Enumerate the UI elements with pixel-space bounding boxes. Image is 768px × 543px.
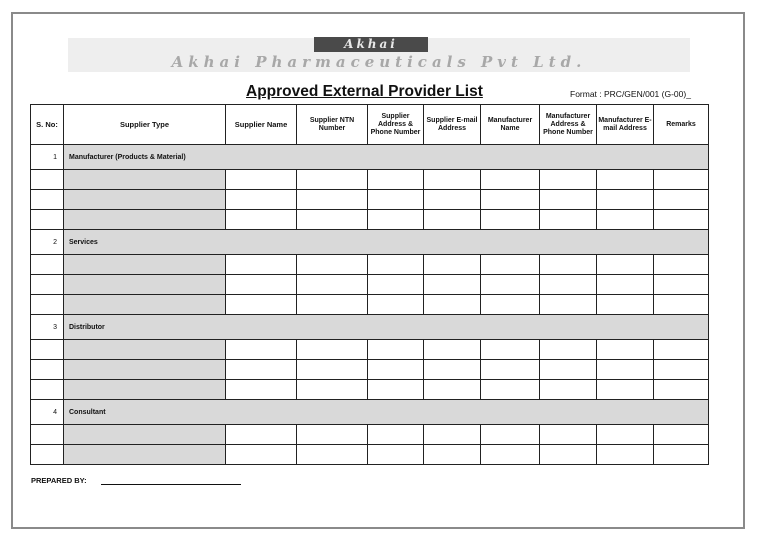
entry-cell[interactable] bbox=[297, 340, 368, 360]
entry-cell[interactable] bbox=[481, 255, 540, 275]
entry-cell[interactable] bbox=[654, 210, 709, 230]
entry-cell[interactable] bbox=[368, 275, 424, 295]
entry-cell[interactable] bbox=[368, 295, 424, 315]
provider-table bbox=[30, 104, 709, 465]
entry-cell[interactable] bbox=[597, 255, 654, 275]
entry-cell[interactable] bbox=[226, 340, 297, 360]
entry-cell[interactable] bbox=[424, 170, 481, 190]
entry-cell[interactable] bbox=[424, 445, 481, 465]
entry-cell[interactable] bbox=[424, 255, 481, 275]
format-code: Format : PRC/GEN/001 (G-00)_ bbox=[570, 89, 691, 99]
entry-cell[interactable] bbox=[597, 445, 654, 465]
entry-cell[interactable] bbox=[597, 170, 654, 190]
entry-cell[interactable] bbox=[424, 340, 481, 360]
entry-cell[interactable] bbox=[654, 380, 709, 400]
entry-cell[interactable] bbox=[297, 360, 368, 380]
entry-cell[interactable] bbox=[540, 210, 597, 230]
entry-cell[interactable] bbox=[226, 190, 297, 210]
entry-cell[interactable] bbox=[226, 170, 297, 190]
prepared-by-signature-line bbox=[101, 484, 241, 485]
entry-cell[interactable] bbox=[597, 425, 654, 445]
entry-cell[interactable] bbox=[297, 425, 368, 445]
entry-cell[interactable] bbox=[297, 445, 368, 465]
entry-cell[interactable] bbox=[64, 255, 226, 275]
entry-cell[interactable] bbox=[31, 295, 64, 315]
entry-cell[interactable] bbox=[597, 340, 654, 360]
col-header-remarks: Remarks bbox=[654, 105, 709, 145]
entry-cell[interactable] bbox=[297, 210, 368, 230]
blank-entry-row bbox=[31, 360, 709, 380]
entry-cell[interactable] bbox=[297, 275, 368, 295]
entry-cell[interactable] bbox=[654, 190, 709, 210]
entry-cell[interactable] bbox=[597, 360, 654, 380]
entry-cell[interactable] bbox=[654, 360, 709, 380]
section-row bbox=[31, 315, 709, 340]
entry-cell[interactable] bbox=[226, 210, 297, 230]
col-header-supplier-type: Supplier Type bbox=[64, 105, 226, 145]
entry-cell[interactable] bbox=[540, 295, 597, 315]
entry-cell[interactable] bbox=[597, 295, 654, 315]
entry-cell[interactable] bbox=[368, 360, 424, 380]
col-header-supplier-email: Supplier E-mail Address bbox=[424, 105, 481, 145]
entry-cell[interactable] bbox=[226, 295, 297, 315]
entry-cell[interactable] bbox=[64, 275, 226, 295]
entry-cell[interactable] bbox=[297, 170, 368, 190]
entry-cell[interactable] bbox=[481, 360, 540, 380]
entry-cell[interactable] bbox=[31, 210, 64, 230]
blank-entry-row bbox=[31, 275, 709, 295]
blank-entry-row bbox=[31, 425, 709, 445]
entry-cell[interactable] bbox=[654, 445, 709, 465]
section-number: 2 bbox=[31, 230, 64, 255]
document-title: Approved External Provider List bbox=[246, 83, 483, 100]
entry-cell[interactable] bbox=[368, 445, 424, 465]
entry-cell[interactable] bbox=[540, 360, 597, 380]
entry-cell[interactable] bbox=[297, 380, 368, 400]
section-label: Distributor bbox=[64, 315, 709, 340]
entry-cell[interactable] bbox=[368, 170, 424, 190]
entry-cell[interactable] bbox=[597, 190, 654, 210]
prepared-by-label: PREPARED BY: bbox=[31, 476, 87, 485]
entry-cell[interactable] bbox=[654, 295, 709, 315]
entry-cell[interactable] bbox=[64, 445, 226, 465]
entry-cell[interactable] bbox=[424, 425, 481, 445]
entry-cell[interactable] bbox=[297, 295, 368, 315]
blank-entry-row bbox=[31, 190, 709, 210]
entry-cell[interactable] bbox=[31, 275, 64, 295]
entry-cell[interactable] bbox=[481, 275, 540, 295]
entry-cell[interactable] bbox=[654, 275, 709, 295]
blank-entry-row bbox=[31, 445, 709, 465]
entry-cell[interactable] bbox=[654, 170, 709, 190]
entry-cell[interactable] bbox=[368, 255, 424, 275]
entry-cell[interactable] bbox=[654, 340, 709, 360]
section-number: 4 bbox=[31, 400, 64, 425]
entry-cell[interactable] bbox=[540, 340, 597, 360]
company-logo-badge: Akhai bbox=[314, 37, 428, 52]
section-label: Services bbox=[64, 230, 709, 255]
entry-cell[interactable] bbox=[597, 275, 654, 295]
entry-cell[interactable] bbox=[368, 340, 424, 360]
table-body bbox=[31, 145, 709, 465]
entry-cell[interactable] bbox=[424, 295, 481, 315]
entry-cell[interactable] bbox=[540, 170, 597, 190]
entry-cell[interactable] bbox=[540, 380, 597, 400]
col-header-supplier-name: Supplier Name bbox=[226, 105, 297, 145]
section-number: 1 bbox=[31, 145, 64, 170]
company-name: Akhai Pharmaceuticals Pvt Ltd. bbox=[171, 53, 587, 71]
table-header-row bbox=[31, 105, 709, 145]
entry-cell[interactable] bbox=[654, 255, 709, 275]
entry-cell[interactable] bbox=[424, 360, 481, 380]
entry-cell[interactable] bbox=[64, 190, 226, 210]
blank-entry-row bbox=[31, 255, 709, 275]
entry-cell[interactable] bbox=[297, 190, 368, 210]
blank-entry-row bbox=[31, 210, 709, 230]
entry-cell[interactable] bbox=[226, 445, 297, 465]
blank-entry-row bbox=[31, 380, 709, 400]
entry-cell[interactable] bbox=[31, 380, 64, 400]
section-row bbox=[31, 230, 709, 255]
entry-cell[interactable] bbox=[540, 275, 597, 295]
entry-cell[interactable] bbox=[654, 425, 709, 445]
entry-cell[interactable] bbox=[226, 360, 297, 380]
entry-cell[interactable] bbox=[481, 380, 540, 400]
entry-cell[interactable] bbox=[424, 380, 481, 400]
entry-cell[interactable] bbox=[226, 425, 297, 445]
entry-cell[interactable] bbox=[297, 255, 368, 275]
entry-cell[interactable] bbox=[368, 425, 424, 445]
entry-cell[interactable] bbox=[64, 295, 226, 315]
col-header-manufacturer-name: Manufacturer Name bbox=[481, 105, 540, 145]
entry-cell[interactable] bbox=[226, 275, 297, 295]
entry-cell[interactable] bbox=[64, 340, 226, 360]
entry-cell[interactable] bbox=[31, 190, 64, 210]
entry-cell[interactable] bbox=[226, 380, 297, 400]
section-label: Consultant bbox=[64, 400, 709, 425]
entry-cell[interactable] bbox=[226, 255, 297, 275]
entry-cell[interactable] bbox=[368, 210, 424, 230]
blank-entry-row bbox=[31, 340, 709, 360]
entry-cell[interactable] bbox=[31, 340, 64, 360]
entry-cell[interactable] bbox=[540, 445, 597, 465]
entry-cell[interactable] bbox=[64, 360, 226, 380]
entry-cell[interactable] bbox=[481, 190, 540, 210]
blank-entry-row bbox=[31, 295, 709, 315]
col-header-sno: S. No: bbox=[31, 105, 64, 145]
entry-cell[interactable] bbox=[31, 445, 64, 465]
entry-cell[interactable] bbox=[481, 425, 540, 445]
entry-cell[interactable] bbox=[368, 380, 424, 400]
col-header-manufacturer-address: Manufacturer Address & Phone Number bbox=[540, 105, 597, 145]
entry-cell[interactable] bbox=[481, 340, 540, 360]
entry-cell[interactable] bbox=[597, 380, 654, 400]
section-label: Manufacturer (Products & Material) bbox=[64, 145, 709, 170]
entry-cell[interactable] bbox=[424, 210, 481, 230]
entry-cell[interactable] bbox=[481, 210, 540, 230]
entry-cell[interactable] bbox=[540, 255, 597, 275]
entry-cell[interactable] bbox=[481, 295, 540, 315]
entry-cell[interactable] bbox=[540, 425, 597, 445]
section-row bbox=[31, 145, 709, 170]
entry-cell[interactable] bbox=[597, 210, 654, 230]
entry-cell[interactable] bbox=[368, 190, 424, 210]
entry-cell[interactable] bbox=[64, 170, 226, 190]
section-row bbox=[31, 400, 709, 425]
entry-cell[interactable] bbox=[481, 445, 540, 465]
entry-cell[interactable] bbox=[31, 255, 64, 275]
entry-cell[interactable] bbox=[64, 425, 226, 445]
entry-cell[interactable] bbox=[31, 360, 64, 380]
entry-cell[interactable] bbox=[424, 275, 481, 295]
col-header-manufacturer-email: Manufacturer E-mail Address bbox=[597, 105, 654, 145]
entry-cell[interactable] bbox=[31, 425, 64, 445]
col-header-supplier-address: Supplier Address & Phone Number bbox=[368, 105, 424, 145]
section-number: 3 bbox=[31, 315, 64, 340]
entry-cell[interactable] bbox=[424, 190, 481, 210]
entry-cell[interactable] bbox=[481, 170, 540, 190]
entry-cell[interactable] bbox=[31, 170, 64, 190]
col-header-supplier-ntn: Supplier NTN Number bbox=[297, 105, 368, 145]
blank-entry-row bbox=[31, 170, 709, 190]
entry-cell[interactable] bbox=[540, 190, 597, 210]
entry-cell[interactable] bbox=[64, 380, 226, 400]
entry-cell[interactable] bbox=[64, 210, 226, 230]
